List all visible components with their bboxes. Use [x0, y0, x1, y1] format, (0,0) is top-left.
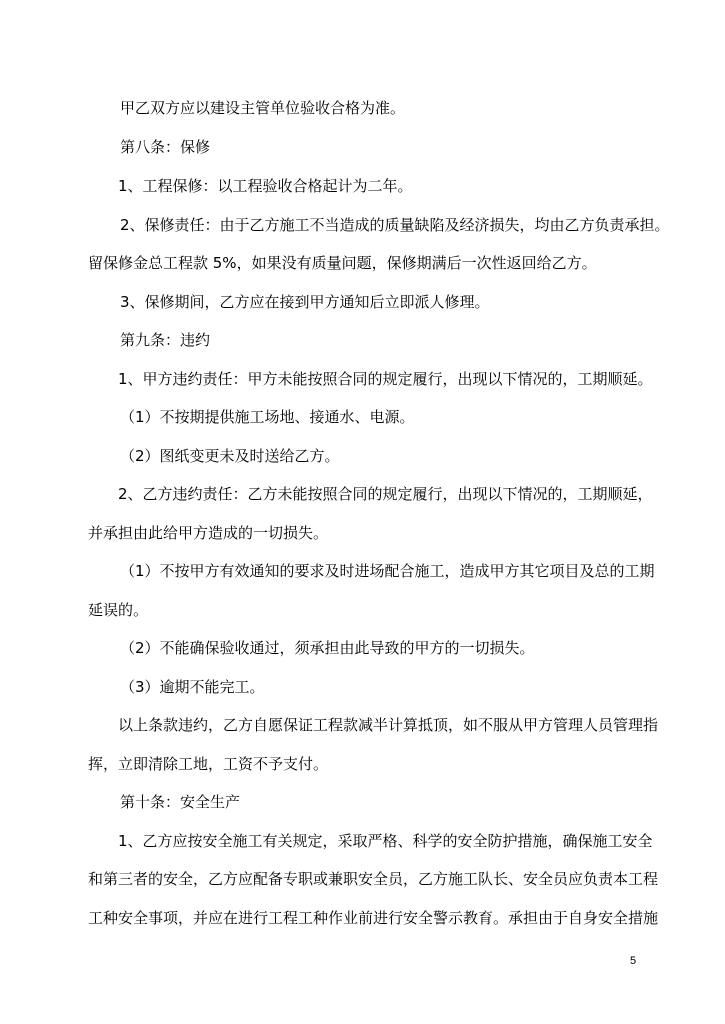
text-line-15: （2）不能确保验收通过，须承担由此导致的甲方的一切损失。 [120, 639, 535, 657]
text-line-6: 3、保修期间，乙方应在接到甲方通知后立即派人修理。 [120, 293, 490, 311]
text-line-21: 和第三者的安全，乙方应配备专职或兼职安全员，乙方施工队长、安全员应负责本工程 [88, 870, 659, 888]
section-heading-article-9: 第九条：违约 [120, 331, 211, 349]
text-line-5: 留保修金总工程款 5%，如果没有质量问题，保修期满后一次性返回给乙方。 [88, 254, 597, 272]
text-line-16: （3）逾期不能完工。 [120, 678, 265, 696]
text-line-20: 1、乙方应按安全施工有关规定，采取严格、科学的安全防护措施，确保施工安全 [118, 832, 653, 850]
text-line-4: 2、保修责任：由于乙方施工不当造成的质量缺陷及经济损失，均由乙方负责承担。 [120, 216, 670, 234]
text-line-10: （2）图纸变更未及时送给乙方。 [120, 447, 340, 465]
text-line-12: 并承担由此给甲方造成的一切损失。 [88, 524, 329, 542]
text-line-1: 甲乙双方应以建设主管单位验收合格为准。 [120, 99, 406, 117]
text-line-11: 2、乙方违约责任：乙方未能按照合同的规定履行，出现以下情况的，工期顺延， [118, 485, 653, 503]
text-line-3: 1、工程保修：以工程验收合格起计为二年。 [118, 177, 413, 195]
text-line-22: 工种安全事项，并应在进行工程工种作业前进行安全警示教育。承担由于自身安全措施 [88, 909, 659, 927]
text-line-13: （1）不按甲方有效通知的要求及时进场配合施工，造成甲方其它项目及总的工期 [120, 562, 655, 580]
text-line-8: 1、甲方违约责任：甲方未能按照合同的规定履行，出现以下情况的，工期顺延。 [118, 370, 653, 388]
text-line-18: 挥，立即清除工地，工资不予支付。 [88, 755, 329, 773]
section-heading-article-8: 第八条：保修 [120, 138, 211, 156]
text-line-17: 以上条款违约，乙方自愿保证工程款减半计算抵顶，如不服从甲方管理人员管理指 [118, 716, 659, 734]
page-number: 5 [630, 955, 637, 967]
text-line-14: 延误的。 [88, 601, 149, 619]
section-heading-article-10: 第十条：安全生产 [120, 793, 241, 811]
text-line-9: （1）不按期提供施工场地、接通水、电源。 [120, 408, 415, 426]
